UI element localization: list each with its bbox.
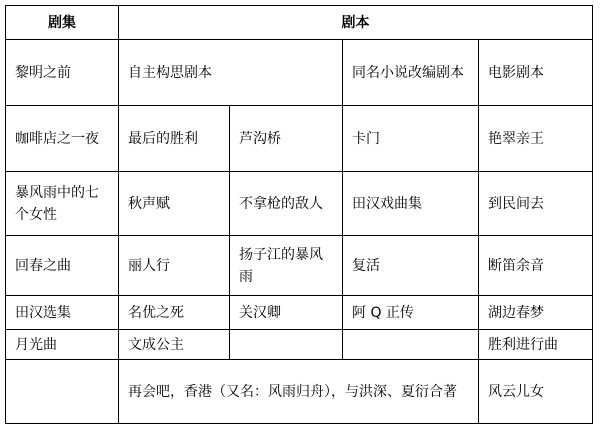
script-cell: 电影剧本 xyxy=(479,40,593,106)
script-cell: 湖边春梦 xyxy=(479,296,593,330)
series-cell: 回春之曲 xyxy=(6,236,119,296)
header-series: 剧集 xyxy=(6,6,119,40)
script-cell: 名优之死 xyxy=(119,296,230,330)
script-cell: 最后的胜利 xyxy=(119,106,230,172)
script-cell: 田汉戏曲集 xyxy=(343,172,479,236)
script-cell: 芦沟桥 xyxy=(230,106,343,172)
drama-table xyxy=(5,5,593,424)
series-cell: 咖啡店之一夜 xyxy=(6,106,119,172)
script-cell: 卡门 xyxy=(343,106,479,172)
script-cell xyxy=(230,330,343,360)
script-cell: 自主构思剧本 xyxy=(119,40,343,106)
script-cell: 到民间去 xyxy=(479,172,593,236)
table-row xyxy=(6,330,593,360)
table-row xyxy=(6,40,593,106)
table-row xyxy=(6,172,593,236)
script-cell: 不拿枪的敌人 xyxy=(230,172,343,236)
script-cell: 扬子江的暴风雨 xyxy=(230,236,343,296)
script-cell: 秋声赋 xyxy=(119,172,230,236)
series-cell: 月光曲 xyxy=(6,330,119,360)
script-cell: 艳翠亲王 xyxy=(479,106,593,172)
script-cell: 复活 xyxy=(343,236,479,296)
script-cell: 断笛余音 xyxy=(479,236,593,296)
series-cell: 暴风雨中的七个女性 xyxy=(6,172,119,236)
series-cell xyxy=(6,360,119,424)
script-cell: 胜利进行曲 xyxy=(479,330,593,360)
script-cell: 再会吧，香港（又名：风雨归舟），与洪深、夏衍合著 xyxy=(119,360,479,424)
header-scripts: 剧本 xyxy=(119,6,593,40)
script-cell: 同名小说改编剧本 xyxy=(343,40,479,106)
script-cell xyxy=(343,330,479,360)
table-row xyxy=(6,236,593,296)
table-header-row xyxy=(6,6,593,40)
script-cell: 丽人行 xyxy=(119,236,230,296)
script-cell: 阿 Q 正传 xyxy=(343,296,479,330)
table-row xyxy=(6,360,593,424)
script-cell: 文成公主 xyxy=(119,330,230,360)
table-row xyxy=(6,106,593,172)
table-row xyxy=(6,296,593,330)
series-cell: 田汉选集 xyxy=(6,296,119,330)
script-cell: 风云儿女 xyxy=(479,360,593,424)
script-cell: 关汉卿 xyxy=(230,296,343,330)
series-cell: 黎明之前 xyxy=(6,40,119,106)
